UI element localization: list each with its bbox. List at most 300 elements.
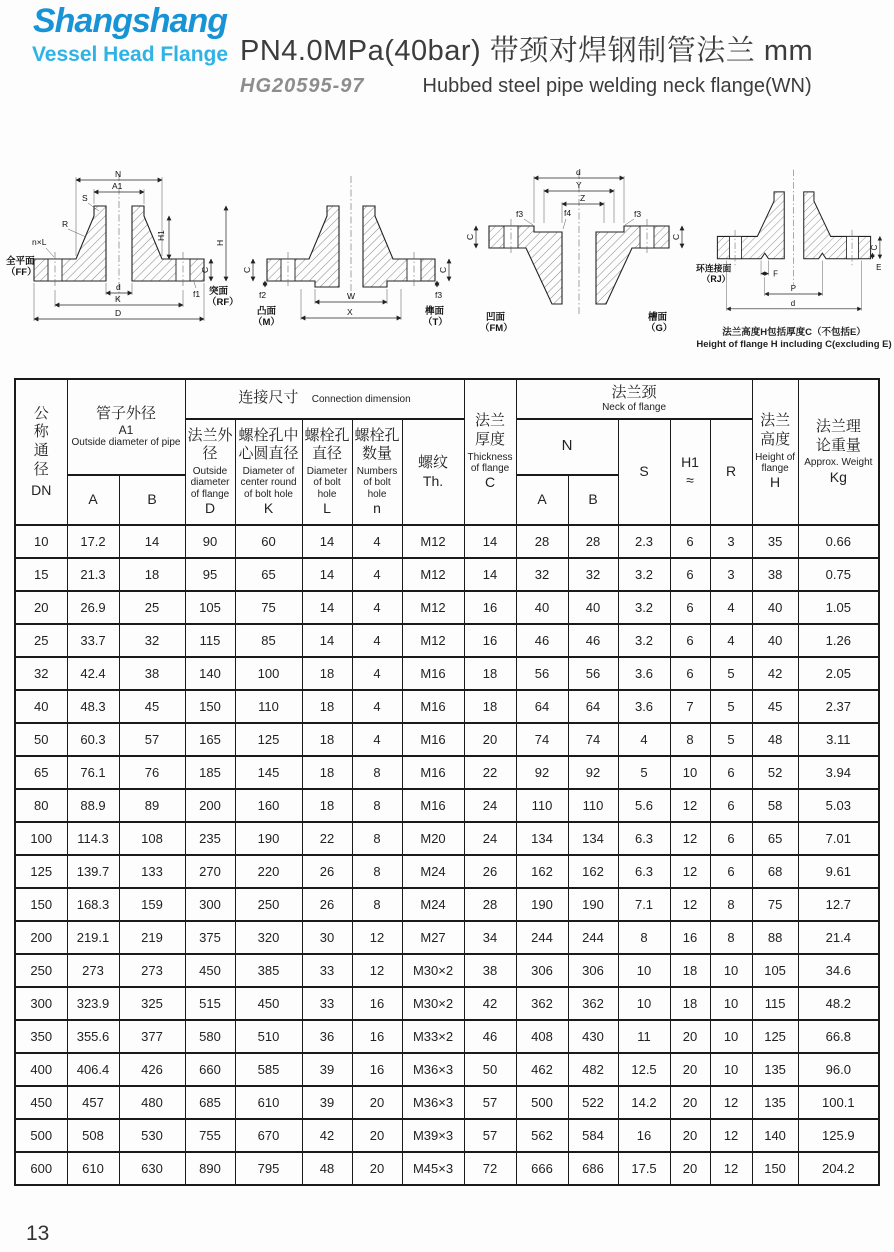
table-cell: 190 [516, 888, 568, 921]
header-bolt-number: 螺栓孔数量 Numbers of bolt hole n [352, 419, 402, 525]
table-row [15, 1020, 879, 1053]
svg-text:f3: f3 [516, 209, 524, 219]
table-cell: 38 [752, 558, 798, 591]
table-cell: 33 [302, 987, 352, 1020]
table-cell: 10 [618, 954, 670, 987]
table-cell: 32 [15, 657, 67, 690]
table-cell: 21.4 [798, 921, 879, 954]
table-cell: 32 [516, 558, 568, 591]
table-cell: 530 [119, 1119, 185, 1152]
table-cell: 10 [710, 1020, 752, 1053]
table-cell: 90 [185, 525, 235, 558]
svg-text:凹面: 凹面 [486, 312, 506, 323]
table-cell: 18 [302, 789, 352, 822]
table-cell: 24 [464, 822, 516, 855]
table-cell: 162 [516, 855, 568, 888]
table-cell: 48 [302, 1152, 352, 1185]
table-cell: 450 [185, 954, 235, 987]
table-cell: 630 [119, 1152, 185, 1185]
table-cell: 65 [752, 822, 798, 855]
table-cell: 5 [710, 723, 752, 756]
table-cell: 74 [568, 723, 618, 756]
table-cell: 12 [670, 789, 710, 822]
table-cell: 168.3 [67, 888, 119, 921]
table-cell: 160 [235, 789, 302, 822]
table-cell: 39 [302, 1053, 352, 1086]
table-cell: 140 [752, 1119, 798, 1152]
svg-text:全平面: 全平面 [6, 256, 35, 267]
table-cell: 6.3 [618, 822, 670, 855]
table-cell: 510 [235, 1020, 302, 1053]
table-cell: 6 [710, 789, 752, 822]
table-cell: 108 [119, 822, 185, 855]
table-cell: 0.66 [798, 525, 879, 558]
table-cell: 57 [464, 1119, 516, 1152]
table-cell: 145 [235, 756, 302, 789]
header-flange-od: 法兰外径 Outside diameter of flange D [185, 419, 235, 525]
table-cell: 68 [752, 855, 798, 888]
table-cell: 6 [710, 756, 752, 789]
table-cell: 133 [119, 855, 185, 888]
table-cell: 14.2 [618, 1086, 670, 1119]
table-cell: 165 [185, 723, 235, 756]
table-cell: 42 [464, 987, 516, 1020]
table-cell: M16 [402, 756, 464, 789]
table-cell: 666 [516, 1152, 568, 1185]
svg-text:（FF）: （FF） [6, 267, 37, 278]
table-cell: 375 [185, 921, 235, 954]
svg-text:f1: f1 [193, 289, 201, 299]
svg-text:H: H [215, 239, 225, 246]
table-cell: 16 [464, 591, 516, 624]
drawing-note-en: Height of flange H including C(excluding E) [696, 339, 892, 351]
svg-text:C: C [438, 266, 448, 273]
drawing-note [694, 327, 894, 352]
table-cell: 3.6 [618, 657, 670, 690]
table-cell: 2.05 [798, 657, 879, 690]
table-cell: 219 [119, 921, 185, 954]
table-cell: 500 [15, 1119, 67, 1152]
table-cell: 250 [15, 954, 67, 987]
bolt-hole [846, 236, 858, 258]
table-cell: 75 [235, 591, 302, 624]
header-thickness: 法兰厚度 Thickness of flange C [464, 379, 516, 525]
table-cell: 9.61 [798, 855, 879, 888]
svg-text:（G）: （G） [646, 323, 673, 334]
table-cell: 408 [516, 1020, 568, 1053]
svg-text:f3: f3 [634, 209, 642, 219]
table-cell: 14 [302, 624, 352, 657]
table-cell: 686 [568, 1152, 618, 1185]
svg-text:F: F [773, 269, 778, 279]
table-cell: 11 [618, 1020, 670, 1053]
table-cell: 12 [352, 954, 402, 987]
table-cell: 45 [752, 690, 798, 723]
table-cell: 76 [119, 756, 185, 789]
table-cell: 7 [670, 690, 710, 723]
table-cell: M36×3 [402, 1086, 464, 1119]
table-cell: 88 [752, 921, 798, 954]
svg-text:d: d [116, 282, 121, 292]
svg-text:K: K [115, 294, 121, 304]
header-dn: 公称通径 DN [15, 379, 67, 525]
table-cell: 65 [15, 756, 67, 789]
table-cell: 18 [464, 657, 516, 690]
table-cell: 159 [119, 888, 185, 921]
drawing-m-t [239, 164, 464, 347]
table-cell: 5 [710, 690, 752, 723]
table-cell: 18 [670, 954, 710, 987]
table-cell: 306 [516, 954, 568, 987]
flange-section-rj [694, 164, 894, 320]
table-cell: M45×3 [402, 1152, 464, 1185]
table-cell: M16 [402, 789, 464, 822]
table-cell: 20 [670, 1020, 710, 1053]
table-cell: 40 [15, 690, 67, 723]
table-cell: 39 [302, 1086, 352, 1119]
table-cell: 20 [464, 723, 516, 756]
table-cell: 200 [185, 789, 235, 822]
table-cell: 24 [464, 789, 516, 822]
flange-section-m-t [239, 164, 464, 342]
table-cell: 18 [302, 690, 352, 723]
table-cell: 110 [568, 789, 618, 822]
table-cell: M12 [402, 558, 464, 591]
table-cell: 57 [464, 1086, 516, 1119]
table-cell: 515 [185, 987, 235, 1020]
svg-text:榫面: 榫面 [425, 306, 445, 317]
page-number: 13 [26, 1222, 50, 1245]
header-bolt-circle: 螺栓孔中心圆直径 Diameter of center round of bolt hole K [235, 419, 302, 525]
table-row [15, 591, 879, 624]
table-cell: 21.3 [67, 558, 119, 591]
table-cell: 2.37 [798, 690, 879, 723]
table-cell: 16 [352, 987, 402, 1020]
brand-logo [30, 2, 230, 67]
table-cell: M20 [402, 822, 464, 855]
svg-text:R: R [62, 219, 69, 229]
table-cell: 8 [618, 921, 670, 954]
table-cell: 12 [710, 1152, 752, 1185]
table-cell: 3.6 [618, 690, 670, 723]
table-cell: 38 [464, 954, 516, 987]
table-cell: 42 [752, 657, 798, 690]
svg-text:A1: A1 [112, 181, 123, 191]
table-cell: M16 [402, 723, 464, 756]
table-cell: 20 [670, 1053, 710, 1086]
table-cell: 150 [185, 690, 235, 723]
table-cell: 16 [618, 1119, 670, 1152]
svg-text:C: C [465, 233, 475, 240]
table-cell: 8 [352, 888, 402, 921]
table-cell: 10 [618, 987, 670, 1020]
svg-text:N: N [115, 169, 122, 179]
svg-text:f4: f4 [564, 208, 572, 218]
table-cell: 22 [464, 756, 516, 789]
table-cell: 115 [752, 987, 798, 1020]
table-cell: 60 [235, 525, 302, 558]
table-cell: 12 [352, 921, 402, 954]
table-cell: 32 [568, 558, 618, 591]
table-cell: 25 [119, 591, 185, 624]
table-cell: 306 [568, 954, 618, 987]
table-cell: 100 [15, 822, 67, 855]
table-cell: 450 [235, 987, 302, 1020]
table-cell: M24 [402, 888, 464, 921]
table-cell: 42 [302, 1119, 352, 1152]
drawing-note-cn: 法兰高度H包括厚度C（不包括E） [722, 327, 866, 338]
table-cell: 46 [464, 1020, 516, 1053]
table-cell: 32 [119, 624, 185, 657]
table-cell: 562 [516, 1119, 568, 1152]
table-cell: 26 [302, 888, 352, 921]
table-cell: 74 [516, 723, 568, 756]
table-cell: 450 [15, 1086, 67, 1119]
table-cell: 58 [752, 789, 798, 822]
table-cell: 273 [119, 954, 185, 987]
table-cell: 3.2 [618, 558, 670, 591]
table-row [15, 1086, 879, 1119]
table-cell: 482 [568, 1053, 618, 1086]
svg-text:突面: 突面 [209, 286, 229, 297]
svg-text:E: E [876, 262, 882, 272]
table-cell: 50 [464, 1053, 516, 1086]
table-cell: 162 [568, 855, 618, 888]
table-cell: 323.9 [67, 987, 119, 1020]
table-cell: 50 [15, 723, 67, 756]
table-cell: 150 [15, 888, 67, 921]
table-cell: 385 [235, 954, 302, 987]
table-cell: 8 [352, 822, 402, 855]
table-cell: 134 [568, 822, 618, 855]
table-cell: 20 [352, 1086, 402, 1119]
table-cell: M16 [402, 657, 464, 690]
table-cell: 96.0 [798, 1053, 879, 1086]
table-cell: 48.3 [67, 690, 119, 723]
face-labels [480, 311, 672, 334]
table-cell: 36 [302, 1020, 352, 1053]
table-cell: 139.7 [67, 855, 119, 888]
svg-text:Z: Z [580, 193, 586, 203]
dimension-lines [32, 169, 226, 321]
table-cell: 18 [670, 987, 710, 1020]
header-neck-a: A [516, 475, 568, 525]
table-cell: 14 [464, 525, 516, 558]
table-row [15, 987, 879, 1020]
table-cell: 600 [15, 1152, 67, 1185]
table-row [15, 921, 879, 954]
table-cell: 6.3 [618, 855, 670, 888]
table-cell: 114.3 [67, 822, 119, 855]
table-cell: 20 [15, 591, 67, 624]
table-cell: 92 [568, 756, 618, 789]
table-cell: 26 [302, 855, 352, 888]
table-cell: 14 [119, 525, 185, 558]
table-cell: 125 [752, 1020, 798, 1053]
table-cell: 3.2 [618, 624, 670, 657]
svg-text:（T）: （T） [423, 317, 448, 328]
table-cell: 508 [67, 1119, 119, 1152]
table-cell: 52 [752, 756, 798, 789]
bolt-hole [729, 236, 741, 258]
table-cell: 28 [568, 525, 618, 558]
table-cell: 4 [352, 657, 402, 690]
table-cell: 28 [516, 525, 568, 558]
page-title-english: Hubbed steel pipe welding neck flange(WN) [422, 75, 812, 97]
table-cell: 580 [185, 1020, 235, 1053]
table-cell: 16 [352, 1053, 402, 1086]
flange-dimension-table [14, 378, 880, 1186]
table-cell: 42.4 [67, 657, 119, 690]
table-cell: 8 [352, 756, 402, 789]
table-cell: 12 [710, 1086, 752, 1119]
page-header [0, 0, 894, 118]
table-cell: 755 [185, 1119, 235, 1152]
table-cell: M33×2 [402, 1020, 464, 1053]
table-cell: 350 [15, 1020, 67, 1053]
table-cell: 135 [752, 1086, 798, 1119]
svg-text:n×L: n×L [32, 237, 47, 247]
table-cell: 20 [352, 1152, 402, 1185]
table-header [15, 379, 879, 525]
table-cell: 34 [464, 921, 516, 954]
header-neck-r: R [710, 419, 752, 525]
table-cell: 670 [235, 1119, 302, 1152]
svg-text:槽面: 槽面 [648, 312, 668, 323]
table-cell: 46 [516, 624, 568, 657]
svg-text:X: X [347, 307, 353, 317]
table-cell: 6 [670, 591, 710, 624]
table-cell: 795 [235, 1152, 302, 1185]
flange-section-fm-g [464, 164, 694, 342]
table-cell: 273 [67, 954, 119, 987]
table-cell: 12.5 [618, 1053, 670, 1086]
table-cell: 500 [516, 1086, 568, 1119]
table-cell: 7.1 [618, 888, 670, 921]
table-cell: 10 [710, 1053, 752, 1086]
header-bolt-hole-dia: 螺栓孔直径 Diameter of bolt hole L [302, 419, 352, 525]
table-cell: 300 [15, 987, 67, 1020]
table-cell: 88.9 [67, 789, 119, 822]
table-cell: 6 [670, 624, 710, 657]
table-cell: 4 [710, 624, 752, 657]
table-cell: 235 [185, 822, 235, 855]
svg-text:D: D [115, 308, 122, 318]
table-cell: 685 [185, 1086, 235, 1119]
svg-text:（FM）: （FM） [480, 323, 513, 334]
table-cell: 6 [710, 855, 752, 888]
table-cell: 204.2 [798, 1152, 879, 1185]
table-cell: 3 [710, 525, 752, 558]
svg-text:W: W [347, 291, 356, 301]
table-cell: 362 [568, 987, 618, 1020]
table-cell: 4 [710, 591, 752, 624]
table-cell: 4 [352, 624, 402, 657]
table-cell: 17.5 [618, 1152, 670, 1185]
header-neck-h1: H1 ≈ [670, 419, 710, 525]
table-cell: 10 [15, 525, 67, 558]
table-cell: 25 [15, 624, 67, 657]
svg-text:环连接面: 环连接面 [696, 263, 732, 274]
table-cell: 2.3 [618, 525, 670, 558]
table-cell: 60.3 [67, 723, 119, 756]
brand-name: Shangshang [32, 2, 228, 40]
header-neck: 法兰颈 Neck of flange [516, 379, 752, 419]
table-cell: 80 [15, 789, 67, 822]
table-cell: 8 [710, 921, 752, 954]
table-cell: 6 [670, 657, 710, 690]
table-cell: 584 [568, 1119, 618, 1152]
svg-text:d: d [576, 167, 581, 177]
table-cell: M12 [402, 591, 464, 624]
table-cell: 14 [302, 591, 352, 624]
table-cell: 4 [352, 690, 402, 723]
table-cell: 75 [752, 888, 798, 921]
table-cell: M36×3 [402, 1053, 464, 1086]
svg-text:P: P [790, 284, 797, 294]
table-cell: 64 [516, 690, 568, 723]
table-cell: 14 [302, 525, 352, 558]
table-cell: 40 [568, 591, 618, 624]
table-cell: 34.6 [798, 954, 879, 987]
subtitle-row [240, 75, 870, 98]
table-cell: 3.2 [618, 591, 670, 624]
table-cell: 72 [464, 1152, 516, 1185]
table-row [15, 525, 879, 558]
table-cell: 105 [185, 591, 235, 624]
table-cell: 66.8 [798, 1020, 879, 1053]
table-cell: 10 [710, 987, 752, 1020]
table-cell: 4 [352, 558, 402, 591]
table-row [15, 789, 879, 822]
table-cell: 15 [15, 558, 67, 591]
table-cell: 6 [710, 822, 752, 855]
header-height: 法兰高度 Height of flange H [752, 379, 798, 525]
table-cell: 57 [119, 723, 185, 756]
table-cell: M12 [402, 525, 464, 558]
table-cell: 3.94 [798, 756, 879, 789]
table-cell: 17.2 [67, 525, 119, 558]
table-row [15, 855, 879, 888]
title-block [240, 28, 870, 98]
table-cell: 8 [670, 723, 710, 756]
table-cell: 10 [710, 954, 752, 987]
table-cell: 64 [568, 690, 618, 723]
table-cell: 26 [464, 855, 516, 888]
table-cell: 135 [752, 1053, 798, 1086]
table-cell: 522 [568, 1086, 618, 1119]
table-cell: 6 [670, 558, 710, 591]
table-cell: 18 [302, 723, 352, 756]
table-cell: 20 [670, 1152, 710, 1185]
table-cell: M12 [402, 624, 464, 657]
table-cell: 56 [516, 657, 568, 690]
table-cell: 8 [352, 855, 402, 888]
table-cell: 100.1 [798, 1086, 879, 1119]
svg-text:（RF）: （RF） [207, 297, 239, 308]
table-cell: 56 [568, 657, 618, 690]
table-row [15, 624, 879, 657]
table-cell: 38 [119, 657, 185, 690]
table-cell: 18 [464, 690, 516, 723]
table-cell: 140 [185, 657, 235, 690]
table-cell: 48.2 [798, 987, 879, 1020]
table-cell: 12 [710, 1119, 752, 1152]
header-pipe-b: B [119, 475, 185, 525]
header-connection: 连接尺寸 Connection dimension [185, 379, 464, 419]
table-row [15, 723, 879, 756]
table-row [15, 657, 879, 690]
